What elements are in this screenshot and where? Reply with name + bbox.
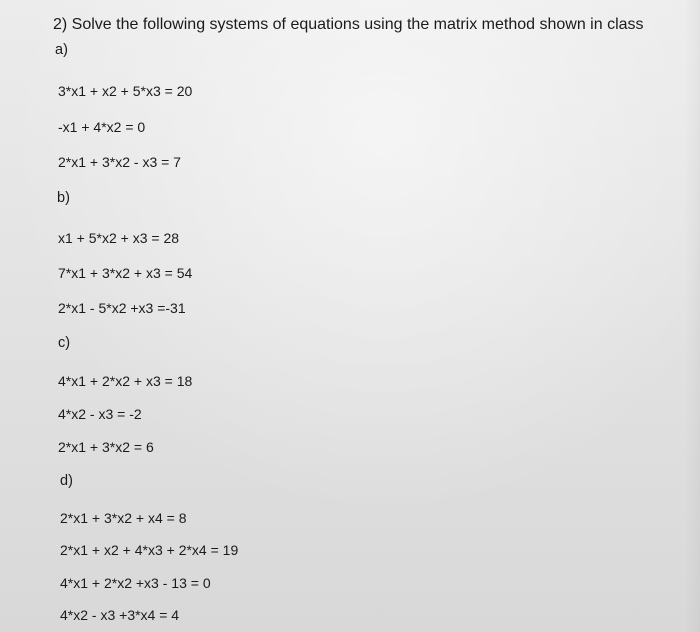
part-c-equation-3: 2*x1 + 3*x2 = 6	[58, 439, 154, 455]
part-d-equation-2: 2*x1 + x2 + 4*x3 + 2*x4 = 19	[60, 542, 239, 558]
part-d-equation-4: 4*x2 - x3 +3*x4 = 4	[60, 607, 180, 623]
part-a-equation-1: 3*x1 + x2 + 5*x3 = 20	[58, 83, 193, 99]
part-a-label: a)	[55, 42, 68, 58]
part-b-equation-3: 2*x1 - 5*x2 +x3 =-31	[58, 300, 186, 316]
part-d-equation-3: 4*x1 + 2*x2 +x3 - 13 = 0	[60, 575, 211, 591]
part-a-equation-3: 2*x1 + 3*x2 - x3 = 7	[58, 154, 181, 170]
part-c-equation-1: 4*x1 + 2*x2 + x3 = 18	[58, 373, 193, 389]
part-c-equation-2: 4*x2 - x3 = -2	[58, 406, 142, 422]
part-b-label: b)	[57, 190, 70, 206]
photo-shading	[684, 0, 700, 632]
part-a-equation-2: -x1 + 4*x2 = 0	[58, 119, 146, 135]
part-d-equation-1: 2*x1 + 3*x2 + x4 = 8	[60, 510, 187, 526]
part-b-equation-2: 7*x1 + 3*x2 + x3 = 54	[58, 265, 193, 281]
part-d-label: d)	[60, 473, 73, 489]
part-c-label: c)	[58, 335, 71, 351]
part-b-equation-1: x1 + 5*x2 + x3 = 28	[58, 230, 180, 246]
problem-title: 2) Solve the following systems of equations using the matrix method shown in class	[53, 16, 644, 33]
